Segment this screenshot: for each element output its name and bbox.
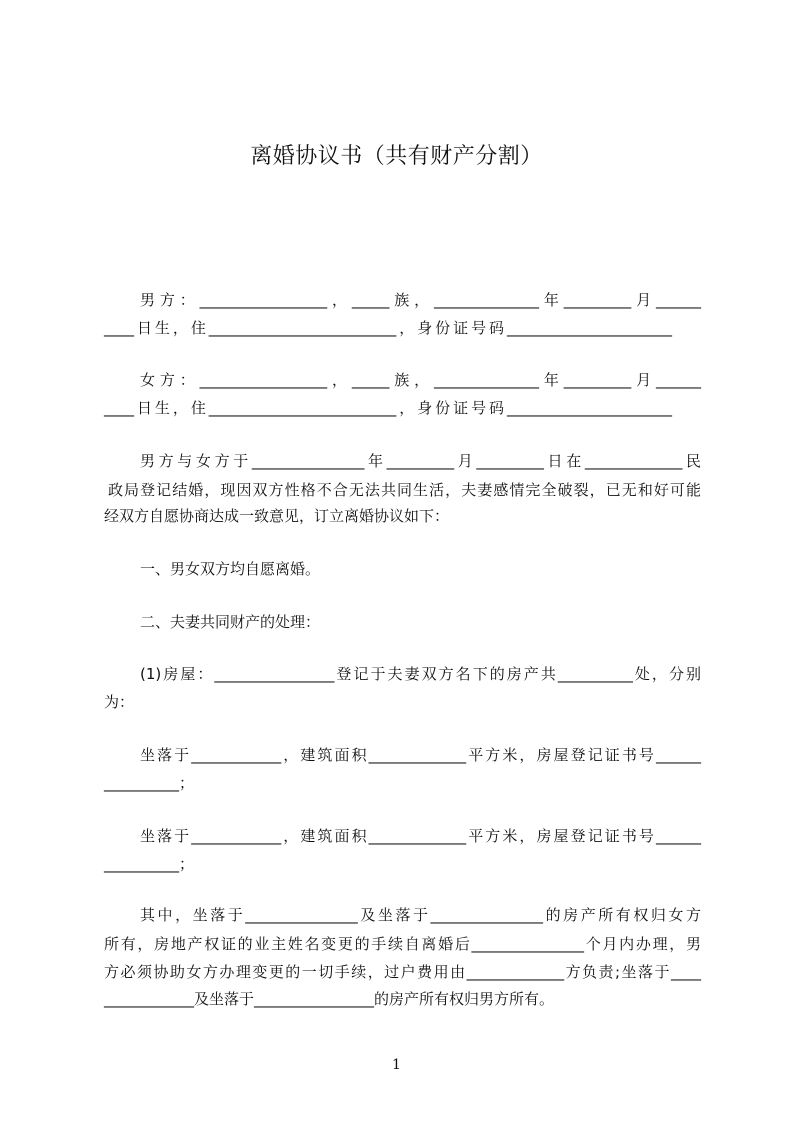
clause-two-heading: 二、夫妻共同财产的处理：	[140, 613, 321, 631]
clause-one: 一、男女双方均自愿离婚。	[140, 560, 321, 578]
ownership-paragraph-line-3: 方必须协助女方办理变更的一切手续，过户费用由_____________方负责;坐落于____	[104, 963, 701, 981]
male-party-line-1: 男方：_________________，_____族，______________年_________月______	[140, 291, 701, 309]
page-number: 1	[392, 1057, 401, 1073]
male-party-line-2: ____日生，住_________________________，身份证号码______________________	[104, 319, 672, 337]
marriage-registration-line-3: 经双方自愿协商达成一致意见，订立离婚协议如下：	[104, 507, 450, 525]
ownership-paragraph-line-4: ____________及坐落于________________的房产所有权归男方所有。	[104, 990, 555, 1008]
marriage-registration-line-2: 政局登记结婚，现因双方性格不合无法共同生活，夫妻感情完全破裂，已无和好可能	[108, 481, 701, 499]
property-location-2-line-1: 坐落于____________，建筑面积_____________平方米，房屋登记证书号______	[140, 827, 701, 845]
property-location-1-line-1: 坐落于____________，建筑面积_____________平方米，房屋登记证书号______	[140, 746, 701, 764]
property-location-2-line-2: __________；	[104, 855, 195, 873]
property-housing-line-2: 为：	[104, 693, 135, 711]
ownership-paragraph-line-2: 所有，房地产权证的业主姓名变更的手续自离婚后_______________个月内办理，男	[104, 935, 701, 953]
marriage-registration-line-1: 男方与女方于_______________年_________月_________日在_____________民	[140, 452, 701, 470]
female-party-line-2: ____日生，住_________________________，身份证号码______________________	[104, 399, 672, 417]
document-title: 离婚协议书（共有财产分割）	[250, 144, 543, 169]
property-housing-line-1: (1)房屋：________________登记于夫妻双方名下的房产共__________处，分别	[140, 665, 701, 683]
female-party-line-1: 女方：_________________，_____族，______________年_________月______	[140, 371, 701, 389]
property-location-1-line-2: __________；	[104, 774, 195, 792]
ownership-paragraph-line-1: 其中，坐落于_______________及坐落于_______________的房产所有权归女方	[140, 906, 701, 924]
